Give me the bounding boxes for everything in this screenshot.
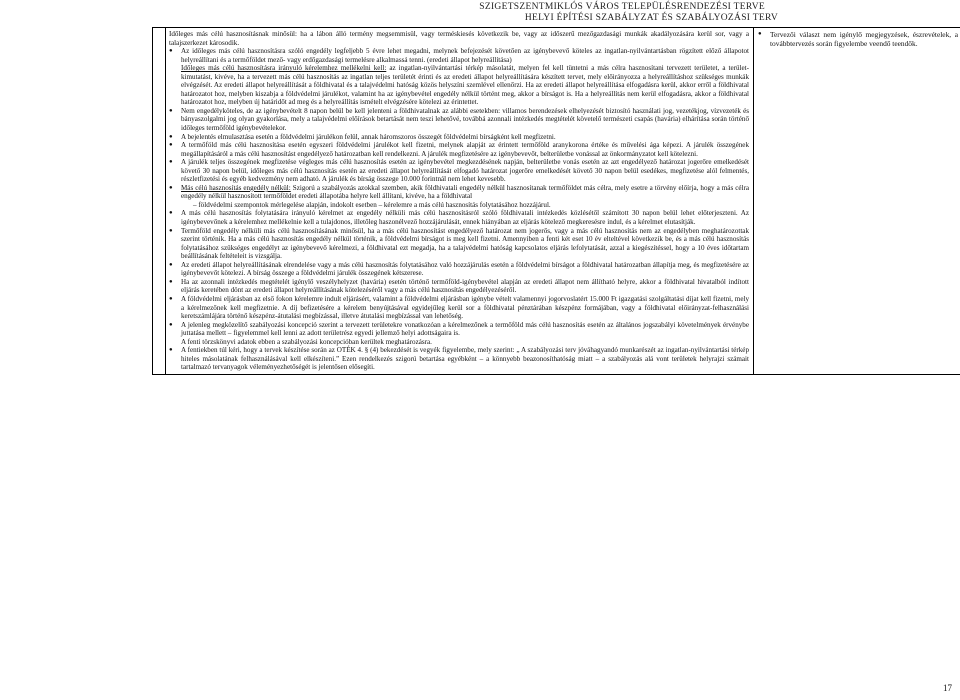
paragraph-continuation: az ingatlan-nyilvántartási térkép másolatát, melyen fel kell tüntetni a más célra hasznosítani tervezett területet, a terület-kimutatást, kivéve, ha a tervezett más célú hasznosítás az ingatlan teljes területét érinti és az eredeti állapot helyreállítására készített tervet, mely előirányozza a helyreállításhoz szükséges munkák elvégzését. Az eredeti állapot helyreállítását a földhivatal és a talajvédelmi hatóság közös helyszíni szemlével ellenőrzi. Ha az eredeti állapot helyreállítása elfogadásra kerül, akkor erről a földhivatal határozatot hoz, melyben kiszabja a földvédelmi járulékot, valamint ha az igénybevétel engedély nélkül történt meg, akkor a bírságot is. Ha a helyreállítás nem kerül elfogadásra, akkor a földhivatal határozatot hoz, melyben új határidőt ad meg és a helyreállítás ismételt elvégzésére kötelezi az érintettet. [181,64,749,107]
content-cell [166,28,754,375]
paragraph: ● Ha az azonnali intézkedés megtételét igénylő veszélyhelyzet (havária) esetén történő termőföld-igénybevétel alapján az eredeti állapot nem állítható helyre, akkor a földhivatal hivatalból indított eljárás keretében dönt az eredeti állapot helyreállításának kötelezéséről vagy a más célú hasznosítás engedélyezéséről. [169,278,749,295]
paragraph: ● Az eredeti állapot helyreállításának elrendelése vagy a más célú hasznosítás folytatásához való hozzájárulás esetén a földvédelmi bírságot a földhivatal határozatban állapítja meg, és megfizetésére az igénybevevőt kötelezi. A bírság összege a földvédelmi járulék összegének kétszerese. [169,261,749,278]
paragraph: ● A jelenleg megközelítő szabályozási koncepció szerint a tervezett területekre vonatkozóan a kérelmezőnek a termőföld más célú hasznosítás esetén az általános jogszabályi követelmények érvénybe juttatása mellett – figyelemmel kell lenni az adott területrész egyedi jellemző helyi adottságaira is. [169,321,749,338]
header-title-line-1: SZIGETSZENTMIKLÓS VÁROS TELEPÜLÉSRENDEZÉSI TERVE [479,2,765,12]
side-note: ● Tervezői választ nem igénylő megjegyzések, észrevételek, a továbbtervezés során figyelembe veendő teendők. [758,30,958,48]
page-number: 17 [943,683,952,693]
index-cell [153,28,166,375]
comment-table [152,27,960,375]
paragraph: – földvédelmi szempontok mérlegelése alapján, indokolt esetben – kérelemre a más célú hasznosítás folytatásához hozzájárul. [193,200,551,209]
paragraph-continuation: Szigorú a szabályozás azokkal szemben, akik földhivatali engedély nélkül hasznosítanak termőföldet más célra, mely esetre a törvény előírja, hogy a más célra engedély nélkül hasznosított termőföldet eredeti állapotába helyre kell állítani, kivéve, ha a földhivatal [181,183,749,201]
paragraph: ● Termőföld engedély nélküli más célú hasznosításának minősül, ha a más célú hasznosítást engedélyező határozat nem jogerős, vagy a más célú hasznosítás nem az engedélyben meghatározottak szerint történik. Ha a más célú hasznosítás engedély nélkül történik, a földvédelmi bírságot is meg kell fizetni. Amennyiben a fenti két eset 10 év elteltével következik be, és a más célú hasznosítás folytatásához szükséges engedélyt az igénybevevő kérelmezi, a földhivatal ezt megadja, ha a talajvédelmi hatóság kapcsolatos eljárás lefolytatását, azzal a kiegészítéssel, hogy a 10 éves időtartam beállításának feltételeit is vizsgálja. [169,227,749,261]
paragraph: ● A bejelentés elmulasztása esetén a földvédelmi járulékon felül, annak háromszoros összegét földvédelmi bírságként kell megfizetni. [169,133,749,142]
paragraph: Időleges más célú hasznosításnak minősül: ha a lábon álló termény megsemmisül, vagy terméskiesés következik be, vagy az időszerű mezőgazdasági munkák akadályozására kerül sor, vagy a talajszerkezet károsodik. [169,30,749,47]
paragraph: A fenti törzskönyvi adatok ebben a szabályozási koncepcióban kerültek meghatározásra. [181,337,432,346]
note-cell [754,28,960,375]
table-row [153,28,960,375]
paragraph: ● A járulék teljes összegének megfizetése végleges más célú hasznosítás esetén az igénybevétel megkezdésének napján, belterületbe vonás esetén az azt engedélyező határozat jogerőre emelkedését követő 30 napon belül, időleges más célú hasznosítás esetén az eredeti állapot helyreállítását elfogadó határozat jogerőre emelkedését követő 30 napon belül esedékes, megfizetése alól felmentés, részletfizetési és egyéb kedvezmény nem adható. A járulék és bírság összege 10.000 forintnál nem lehet kevesebb. [169,158,749,184]
underlined-heading: Más célú hasznosítás engedély nélkül: [181,183,291,192]
header-title-line-2: HELYI ÉPÍTÉSI SZABÁLYZAT ÉS SZABÁLYOZÁSI TERV [524,13,778,23]
paragraph: ● A termőföld más célú hasznosítása esetén egyszeri földvédelmi járulékot kell fizetni, melynek alapját az érintett termőföld aranykorona értéke és művelési ága képezi. A járulék összegének megállapításáról a más célú hasznosítást engedélyező határozatban kell rendelkezni. A járulék megfizetésére az igénybevevőt, belterületbe vonással az önkormányzatot kell kötelezni. [169,141,749,158]
underlined-heading: Időleges más célú hasznosításra irányuló kérelemhez mellékelni kell: [181,64,387,73]
paragraph: ● A fentiekben túl kéri, hogy a tervek készítése során az OTÉK 4. § (4) bekezdését is vegyék figyelembe, mely szerint: „ A szabályozási terv jóváhagyandó munkarészét az ingatlan-nyilvántartási térkép hiteles másolatának felhasználásával kell elkészíteni.” Ezen rendelkezés szigorú betartása egyébként – a könnyebb beazonosíthatóság miatt – a szabályozás alá vont területek helyrajzi számait tartalmazó tervanyagok véleményezhetőségét is jelentősen elősegíti. [169,346,749,372]
paragraph: ● A földvédelmi eljárásban az első fokon kérelemre indult eljárásért, valamint a földvédelmi eljárásban igénybe vételt valamennyi jogorvoslatért 15.000 Ft igazgatási szolgáltatási díjat kell fizetni, mely a kérelmezőnek kell megfizetnie. A díj befizetésére a kérelem benyújtásával egyidejűleg kerül sor a földhivatal pénztárában készpénz formájában, vagy a földhivatal előirányzat-felhasználási keretszámlájára történő készpénz-átutalási megbízással, illetve átutalási megbízással van lehetőség. [169,295,749,321]
paragraph: ● A más célú hasznosítás folytatására irányuló kérelmet az engedély nélküli más célú hasznosításról szóló földhivatali intézkedés közlésétől számított 30 napon belül lehet előterjeszteni. Az igénybevevőnek a kérelemhez mellékelnie kell a tulajdonos, illetőleg haszonélvező hozzájárulását, ennek hiányában az eljárás kötelező megkeresésre indul, és a kérelmet elutasítják. [169,209,749,226]
paragraph [169,64,749,107]
paragraph: ● Nem engedélyköteles, de az igénybevételt 8 napon belül be kell jelenteni a földhivatalnak az alábbi esetekben: villamos berendezések elhelyezését biztosító használati jog, vezetékjog, vízvezeték és bányaszolgalmi jog olyan gyakorlása, mely a talajvédelmi előírások betartását nem teszi lehetővé, továbbá azonnali intézkedés megtételét követelő természeti csapás (havária) elhárítása során történő időleges termőföld igénybevételekor. [169,107,749,133]
main-text [169,30,749,372]
paragraph [169,184,749,201]
paragraph: ● Az időleges más célú hasznosításra szóló engedély legfeljebb 5 évre lehet megadni, melynek befejezését követően az igénybevevő köteles az ingatlan-nyilvántartásban rögzített előző állapotot helyreállítani és a termőföldet mező- vagy erdőgazdasági termelésre alkalmassá tenni. (eredeti állapot helyreállítása) [169,47,749,64]
